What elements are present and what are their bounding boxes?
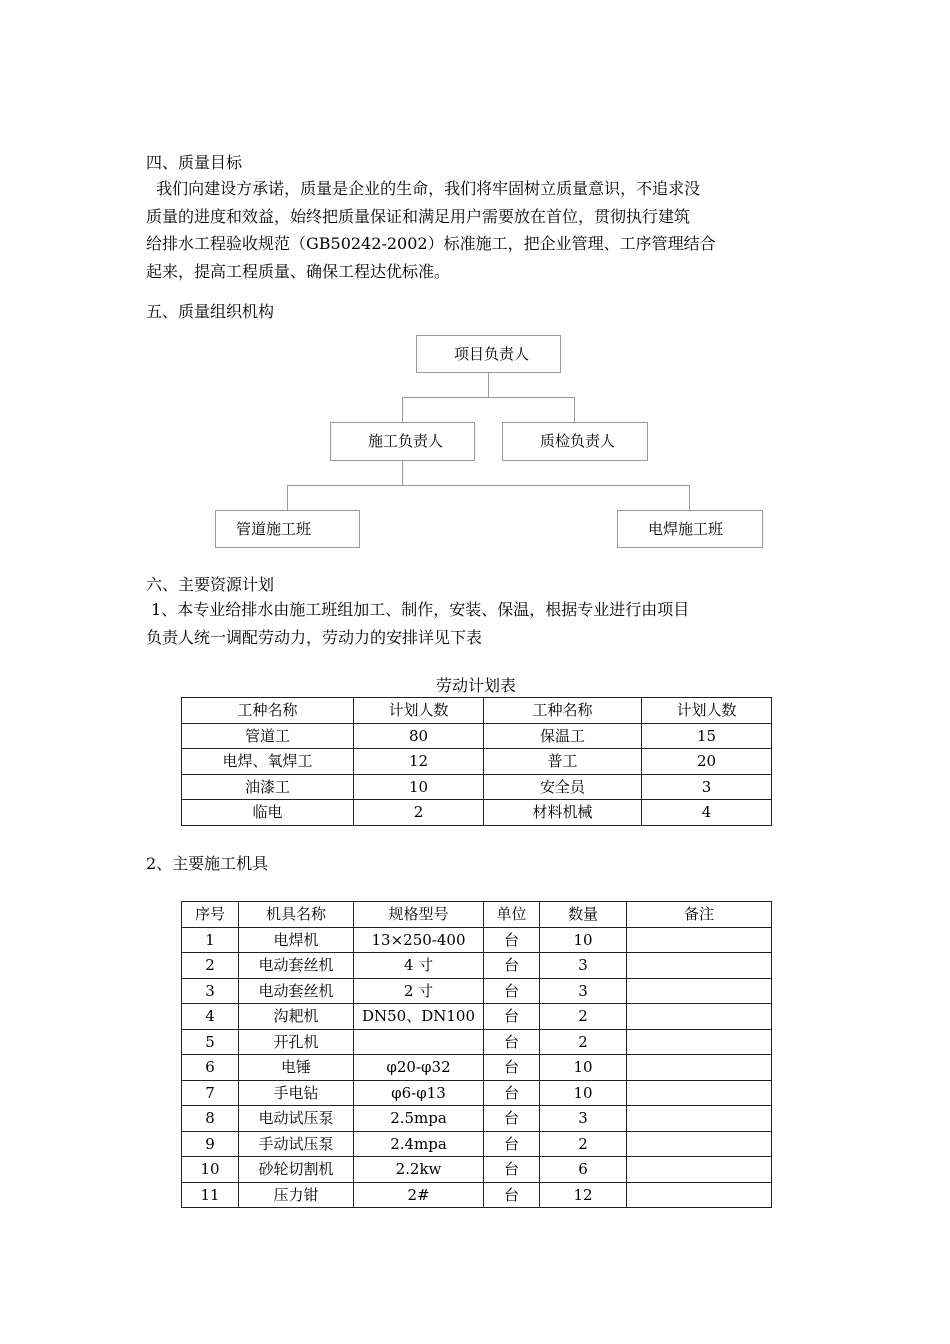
equipment-cell: 2 xyxy=(182,953,239,979)
table-row xyxy=(182,927,772,953)
equipment-cell: 10 xyxy=(540,1055,627,1081)
org-connector xyxy=(402,460,403,485)
equipment-cell: 2 xyxy=(540,1131,627,1157)
table-row xyxy=(182,723,772,749)
equipment-cell: 台 xyxy=(484,1131,540,1157)
equipment-header-cell: 机具名称 xyxy=(239,902,354,928)
equipment-cell: 7 xyxy=(182,1080,239,1106)
org-leaf-left-label: 管道施工班 xyxy=(236,520,312,538)
equipment-cell: 5 xyxy=(182,1029,239,1055)
equipment-cell: 11 xyxy=(182,1182,239,1208)
section6-line: 1、本专业给排水由施工班组加工、制作，安装、保温，根据专业进行由项目 xyxy=(146,600,690,619)
equipment-cell xyxy=(354,1029,484,1055)
equipment-cell: φ20-φ32 xyxy=(354,1055,484,1081)
org-connector xyxy=(402,397,574,398)
table-row xyxy=(182,800,772,826)
labor-table xyxy=(181,697,772,826)
equipment-cell xyxy=(627,1029,772,1055)
equipment-heading: 2、主要施工机具 xyxy=(146,854,269,873)
equipment-cell: 3 xyxy=(182,978,239,1004)
section5-heading: 五、质量组织机构 xyxy=(146,302,275,321)
equipment-cell: 10 xyxy=(540,927,627,953)
equipment-cell: 6 xyxy=(540,1157,627,1183)
section6-line: 负责人统一调配劳动力，劳动力的安排详见下表 xyxy=(146,627,483,647)
labor-header-cell: 工种名称 xyxy=(484,698,642,724)
section4-line: 质量的进度和效益，始终把质量保证和满足用户需要放在首位，贯彻执行建筑 xyxy=(146,206,691,226)
table-row xyxy=(182,774,772,800)
table-row xyxy=(182,1055,772,1081)
equipment-cell: 砂轮切割机 xyxy=(239,1157,354,1183)
equipment-table xyxy=(181,901,772,1208)
org-leaf-left-box xyxy=(215,510,360,548)
labor-cell: 10 xyxy=(354,774,484,800)
equipment-header-cell: 规格型号 xyxy=(354,902,484,928)
table-row xyxy=(182,1157,772,1183)
equipment-cell: 3 xyxy=(540,953,627,979)
labor-cell: 15 xyxy=(642,723,772,749)
equipment-cell: 2.2kw xyxy=(354,1157,484,1183)
equipment-cell: 13×250-400 xyxy=(354,927,484,953)
labor-cell: 油漆工 xyxy=(182,774,354,800)
equipment-cell: 开孔机 xyxy=(239,1029,354,1055)
labor-cell: 临电 xyxy=(182,800,354,826)
equipment-cell: 9 xyxy=(182,1131,239,1157)
equipment-cell: 10 xyxy=(182,1157,239,1183)
labor-cell: 12 xyxy=(354,749,484,775)
equipment-cell: 台 xyxy=(484,953,540,979)
table-row xyxy=(182,978,772,1004)
section6-paragraph xyxy=(146,596,816,651)
equipment-cell: 台 xyxy=(484,1080,540,1106)
table-row xyxy=(182,1029,772,1055)
section4-line: 给排水工程验收规范（GB50242-2002）标准施工，把企业管理、工序管理结合 xyxy=(146,234,716,253)
equipment-cell: 电锤 xyxy=(239,1055,354,1081)
labor-table-caption: 劳动计划表 xyxy=(435,676,516,695)
org-connector xyxy=(574,397,575,422)
equipment-cell: 10 xyxy=(540,1080,627,1106)
labor-header-cell: 计划人数 xyxy=(354,698,484,724)
section4-line: 起来，提高工程质量、确保工程达优标准。 xyxy=(146,261,451,281)
equipment-cell: 8 xyxy=(182,1106,239,1132)
section4-line: 我们向建设方承诺，质量是企业的生命，我们将牢固树立质量意识，不追求没 xyxy=(146,179,701,198)
equipment-cell xyxy=(627,1055,772,1081)
equipment-cell: 4 xyxy=(182,1004,239,1030)
equipment-cell: DN50、DN100 xyxy=(354,1004,484,1030)
equipment-cell: 2 xyxy=(540,1029,627,1055)
equipment-cell: 4 寸 xyxy=(354,953,484,979)
equipment-cell: 台 xyxy=(484,1157,540,1183)
section4-paragraph xyxy=(146,175,816,285)
table-row xyxy=(182,1080,772,1106)
table-row xyxy=(182,1106,772,1132)
org-leaf-right-label: 电焊施工班 xyxy=(648,520,724,538)
labor-cell: 电焊、氧焊工 xyxy=(182,749,354,775)
equipment-cell: 2 寸 xyxy=(354,978,484,1004)
equipment-cell: 电动套丝机 xyxy=(239,953,354,979)
equipment-cell xyxy=(627,978,772,1004)
equipment-cell: 台 xyxy=(484,978,540,1004)
labor-cell: 3 xyxy=(642,774,772,800)
equipment-cell: 电动试压泵 xyxy=(239,1106,354,1132)
org-connector xyxy=(402,397,403,422)
equipment-cell: 2.4mpa xyxy=(354,1131,484,1157)
org-mid-right-box xyxy=(502,422,648,461)
equipment-cell: 台 xyxy=(484,1004,540,1030)
org-root-box xyxy=(416,335,561,373)
equipment-table-header-row xyxy=(182,902,772,928)
labor-table-header-row xyxy=(182,698,772,724)
equipment-cell: 压力钳 xyxy=(239,1182,354,1208)
equipment-cell: 沟耙机 xyxy=(239,1004,354,1030)
table-row xyxy=(182,1131,772,1157)
equipment-cell: 台 xyxy=(484,1029,540,1055)
org-connector xyxy=(287,485,689,486)
org-leaf-right-box xyxy=(617,510,763,548)
equipment-header-cell: 备注 xyxy=(627,902,772,928)
org-connector xyxy=(488,372,489,397)
equipment-header-cell: 数量 xyxy=(540,902,627,928)
org-mid-right-label: 质检负责人 xyxy=(540,432,616,450)
labor-cell: 2 xyxy=(354,800,484,826)
equipment-cell: 3 xyxy=(540,1106,627,1132)
labor-cell: 安全员 xyxy=(484,774,642,800)
equipment-cell xyxy=(627,1182,772,1208)
equipment-cell: 6 xyxy=(182,1055,239,1081)
labor-cell: 4 xyxy=(642,800,772,826)
equipment-cell: 手电钻 xyxy=(239,1080,354,1106)
table-row xyxy=(182,1004,772,1030)
equipment-cell xyxy=(627,1080,772,1106)
labor-cell: 管道工 xyxy=(182,723,354,749)
labor-cell: 20 xyxy=(642,749,772,775)
equipment-cell xyxy=(627,1004,772,1030)
equipment-cell: 手动试压泵 xyxy=(239,1131,354,1157)
equipment-cell xyxy=(627,1157,772,1183)
org-mid-left-box xyxy=(330,422,475,461)
equipment-cell: 1 xyxy=(182,927,239,953)
labor-header-cell: 计划人数 xyxy=(642,698,772,724)
labor-cell: 材料机械 xyxy=(484,800,642,826)
equipment-cell: 3 xyxy=(540,978,627,1004)
equipment-cell xyxy=(627,927,772,953)
equipment-cell: 台 xyxy=(484,1106,540,1132)
equipment-cell: 台 xyxy=(484,1182,540,1208)
labor-header-cell: 工种名称 xyxy=(182,698,354,724)
equipment-cell: 台 xyxy=(484,1055,540,1081)
equipment-header-cell: 单位 xyxy=(484,902,540,928)
org-mid-left-label: 施工负责人 xyxy=(368,432,444,450)
equipment-cell xyxy=(627,1106,772,1132)
table-row xyxy=(182,1182,772,1208)
labor-cell: 80 xyxy=(354,723,484,749)
equipment-cell xyxy=(627,1131,772,1157)
org-connector xyxy=(689,485,690,510)
section6-heading: 六、主要资源计划 xyxy=(146,575,275,594)
org-root-label: 项目负责人 xyxy=(454,345,530,363)
equipment-cell: 2# xyxy=(354,1182,484,1208)
equipment-cell: 电焊机 xyxy=(239,927,354,953)
equipment-header-cell: 序号 xyxy=(182,902,239,928)
equipment-cell: 2.5mpa xyxy=(354,1106,484,1132)
equipment-cell xyxy=(627,953,772,979)
equipment-cell: 12 xyxy=(540,1182,627,1208)
equipment-cell: φ6-φ13 xyxy=(354,1080,484,1106)
labor-cell: 普工 xyxy=(484,749,642,775)
table-row xyxy=(182,749,772,775)
table-row xyxy=(182,953,772,979)
labor-cell: 保温工 xyxy=(484,723,642,749)
equipment-cell: 电动套丝机 xyxy=(239,978,354,1004)
equipment-cell: 台 xyxy=(484,927,540,953)
section4-heading: 四、质量目标 xyxy=(146,153,243,172)
equipment-cell: 2 xyxy=(540,1004,627,1030)
org-connector xyxy=(287,485,288,510)
